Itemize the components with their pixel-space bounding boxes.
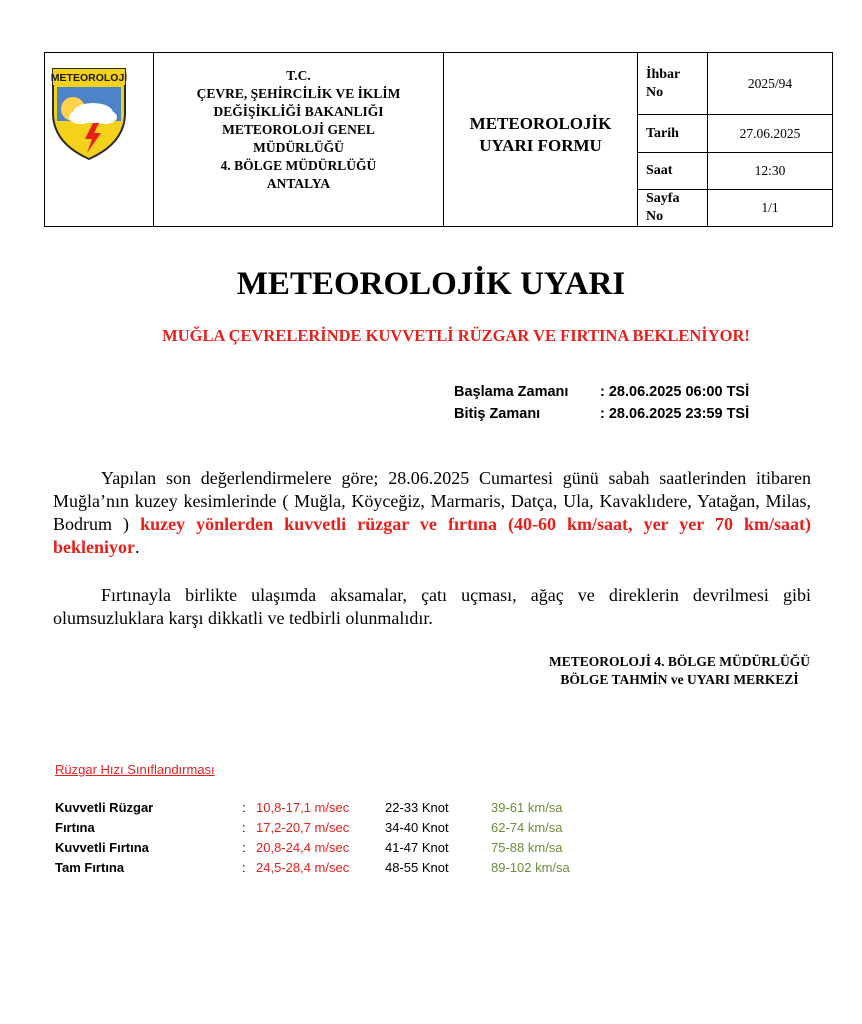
class-kmh: 75-88 km/sa — [491, 840, 563, 855]
class-kmh: 62-74 km/sa — [491, 820, 563, 835]
class-ms: 20,8-24,4 m/sec — [256, 840, 350, 855]
meta-value: 2025/94 — [747, 75, 793, 91]
organization-cell — [154, 53, 444, 226]
logo-text: METEOROLOJİ — [50, 72, 128, 84]
form-title-line: METEOROLOJİK — [469, 113, 612, 133]
meta-label: Sayfa No — [638, 190, 708, 226]
meta-row-ihbar — [638, 53, 832, 115]
paragraph-end: . — [135, 537, 140, 557]
meta-row-sayfa — [638, 190, 832, 226]
meta-label: İhbar No — [638, 53, 708, 114]
org-line: METEOROLOJİ GENEL — [222, 122, 375, 137]
classification-title: Rüzgar Hızı Sınıflandırması — [55, 762, 215, 777]
class-kmh: 39-61 km/sa — [491, 800, 563, 815]
class-ms: 10,8-17,1 m/sec — [256, 800, 350, 815]
warning-paragraph — [53, 467, 811, 559]
form-title-line: UYARI FORMU — [479, 135, 602, 155]
meta-value: 12:30 — [754, 163, 786, 178]
class-knot: 22-33 Knot — [385, 800, 449, 815]
org-line: T.C. — [286, 68, 311, 83]
precaution-paragraph: Fırtınayla birlikte ulaşımda aksamalar, çatı uçması, ağaç ve direklerin devrilmesi gibi olumsuzluklara karşı dikkatli ve tedbirli olunmalıdır. — [53, 585, 811, 628]
org-line: ÇEVRE, ŞEHİRCİLİK VE İKLİM — [196, 86, 401, 101]
meta-row-tarih — [638, 115, 832, 153]
warning-subtitle: MUĞLA ÇEVRELERİNDE KUVVETLİ RÜZGAR VE FIRTINA BEKLENİYOR! — [162, 326, 750, 345]
class-ms: 24,5-28,4 m/sec — [256, 860, 350, 875]
class-name: Kuvvetli Fırtına — [55, 840, 149, 855]
logo-cell — [45, 53, 154, 226]
org-line: ANTALYA — [266, 176, 331, 191]
org-line: DEĞİŞİKLİĞİ BAKANLIĞI — [213, 104, 384, 119]
meta-label: Saat — [638, 153, 708, 189]
class-ms: 17,2-20,7 m/sec — [256, 820, 350, 835]
meta-label: Tarih — [638, 115, 708, 152]
class-name: Fırtına — [55, 820, 95, 835]
meta-value: 1/1 — [761, 200, 779, 215]
class-separator: : — [242, 800, 246, 815]
class-knot: 48-55 Knot — [385, 860, 449, 875]
meteoroloji-logo — [49, 65, 129, 161]
meta-row-saat — [638, 153, 832, 190]
header-table — [44, 52, 833, 227]
org-line: MÜDÜRLÜĞÜ — [253, 140, 344, 155]
signature-line: BÖLGE TAHMİN ve UYARI MERKEZİ — [560, 672, 799, 687]
meta-table — [638, 53, 832, 226]
class-kmh: 89-102 km/sa — [491, 860, 570, 875]
end-time-value: : 28.06.2025 23:59 TSİ — [600, 406, 750, 422]
start-time-value: : 28.06.2025 06:00 TSİ — [600, 384, 750, 400]
signature-line: METEOROLOJİ 4. BÖLGE MÜDÜRLÜĞÜ — [548, 654, 810, 669]
org-line: 4. BÖLGE MÜDÜRLÜĞÜ — [220, 158, 377, 173]
signature-block — [549, 653, 810, 689]
start-time-label: Başlama Zamanı — [454, 384, 569, 400]
class-separator: : — [242, 840, 246, 855]
class-knot: 41-47 Knot — [385, 840, 449, 855]
end-time-label: Bitiş Zamanı — [454, 406, 541, 422]
class-separator: : — [242, 860, 246, 875]
form-title-cell — [444, 53, 638, 226]
paragraph-text: Yapılan son değerlendirmelere göre; 28.06.2025 Cumartesi günü sabah saatlerinden itibaren Muğla’nın kuzey kesimlerinde ( Muğla, Köyceğiz, Marmaris, Datça, Ula, Kavaklıdere, Yatağan, Milas, Bodrum ) — [53, 468, 811, 534]
class-separator: : — [242, 820, 246, 835]
class-knot: 34-40 Knot — [385, 820, 449, 835]
document-title: METEOROLOJİK UYARI — [236, 266, 626, 302]
class-name: Kuvvetli Rüzgar — [55, 800, 154, 815]
paragraph-highlight: kuzey yönlerden kuvvetli rüzgar ve fırtına (40-60 km/saat, yer yer 70 km/saat) bekleniyor — [53, 514, 811, 557]
meta-value: 27.06.2025 — [739, 125, 801, 141]
class-name: Tam Fırtına — [55, 860, 125, 875]
